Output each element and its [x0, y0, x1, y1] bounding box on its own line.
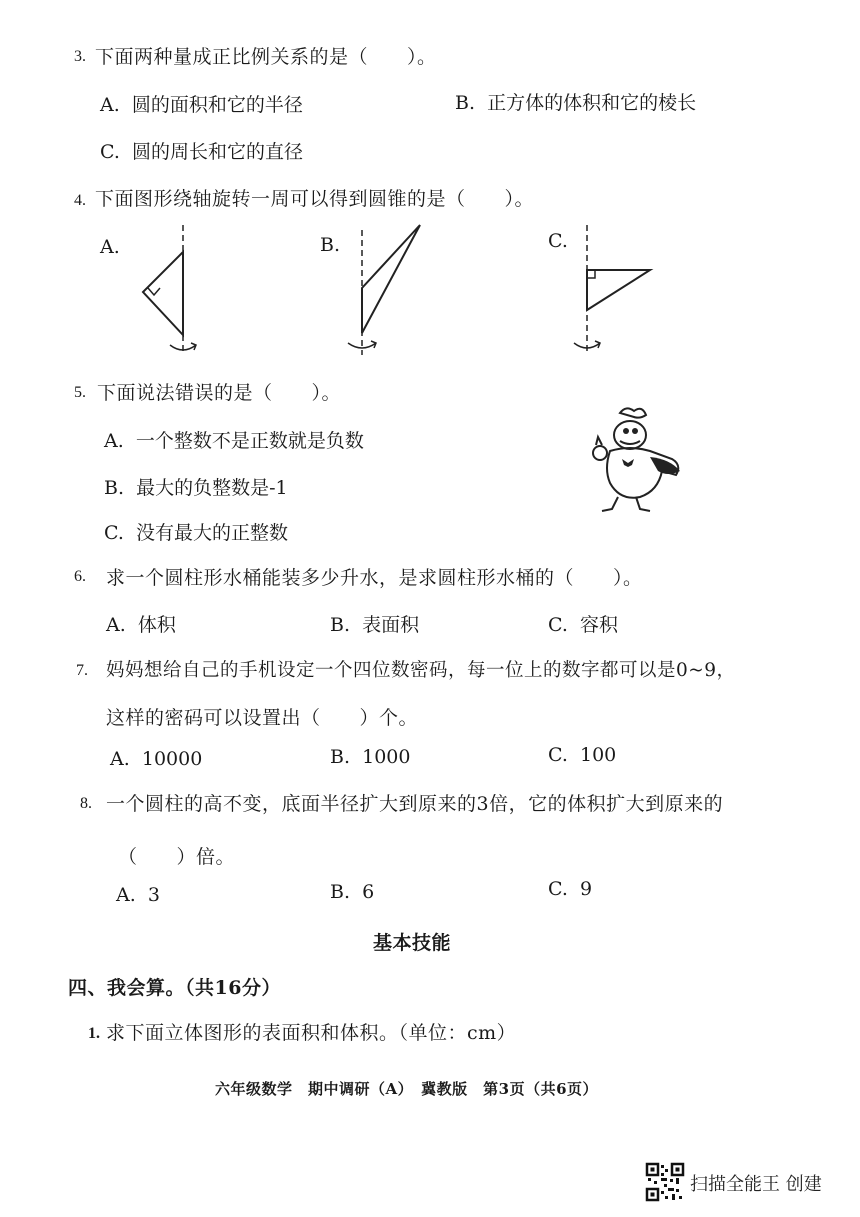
q5-stem: 下面说法错误的是（ ）。 [97, 382, 342, 404]
option-text: 正方体的体积和它的棱长 [487, 92, 697, 114]
q3-option-b [455, 88, 696, 115]
option-letter: C. [548, 614, 568, 636]
part4-heading: 四、我会算。（共16分） [68, 977, 281, 999]
option-text: 圆的周长和它的直径 [132, 141, 304, 163]
scanner-watermark: 扫描全能王 创建 [690, 1174, 822, 1195]
q6-option-a [106, 610, 176, 637]
q4-figure-c [570, 225, 670, 365]
option-letter: C. [100, 141, 120, 163]
q5-option-b [104, 473, 288, 500]
option-letter: B. [330, 746, 351, 768]
q7-number: 7. [76, 662, 88, 679]
option-text: 6 [362, 881, 375, 903]
q4-figure-a [130, 225, 210, 365]
q3-number: 3. [74, 48, 86, 65]
q8-stem-line2: （ ）倍。 [118, 846, 236, 868]
q6-stem: 求一个圆柱形水桶能装多少升水，是求圆柱形水桶的（ ）。 [106, 567, 643, 589]
q4-option-a-letter: A. [100, 236, 120, 258]
option-text: 容积 [580, 614, 619, 636]
option-letter: A. [106, 614, 126, 636]
q4-number: 4. [74, 192, 86, 209]
q6-option-b [330, 610, 419, 637]
q3-option-c [100, 137, 303, 164]
option-text: 100 [580, 744, 617, 766]
q7-stem-line2: 这样的密码可以设置出（ ）个。 [106, 707, 419, 729]
option-text: 9 [580, 878, 593, 900]
qr-code-icon [646, 1163, 684, 1201]
option-letter: A. [116, 884, 136, 906]
part4-q1-text: 求下面立体图形的表面积和体积。（单位：cm） [106, 1022, 517, 1044]
q8-option-a [116, 884, 160, 906]
part4-q1-number: 1. [88, 1025, 100, 1042]
option-letter: C. [548, 878, 568, 900]
section-title: 基本技能 [373, 932, 452, 954]
q4-option-c-letter: C. [548, 230, 568, 252]
option-text: 圆的面积和它的半径 [131, 94, 303, 116]
option-text: 3 [147, 884, 160, 906]
page-footer: 六年级数学 期中调研（A） 冀教版 第3页（共6页） [215, 1080, 599, 1098]
q8-stem-line1: 一个圆柱的高不变，底面半径扩大到原来的3倍，它的体积扩大到原来的 [106, 793, 724, 815]
rooster-illustration [580, 405, 690, 515]
option-text: 一个整数不是正数就是负数 [135, 430, 364, 452]
q8-option-b [330, 881, 374, 903]
q4-option-b-letter: B. [320, 234, 341, 256]
option-letter: C. [104, 522, 124, 544]
q4-figure-b [340, 225, 430, 365]
option-text: 1000 [362, 746, 411, 768]
q7-stem-line1: 妈妈想给自己的手机设定一个四位数密码，每一位上的数字都可以是0~9， [106, 660, 736, 681]
q7-option-c [548, 744, 616, 766]
q5-number: 5. [74, 384, 86, 401]
q8-number: 8. [80, 795, 92, 812]
option-letter: B. [330, 614, 351, 636]
option-letter: A. [110, 748, 130, 770]
q7-option-b [330, 746, 410, 768]
q5-option-c [104, 518, 288, 545]
q6-option-c [548, 610, 618, 637]
option-letter: B. [104, 477, 125, 499]
option-text: 没有最大的正整数 [136, 522, 289, 544]
option-letter: B. [330, 881, 351, 903]
q3-option-a [100, 90, 303, 117]
option-text: 10000 [141, 748, 203, 770]
option-letter: B. [455, 92, 476, 114]
option-text: 最大的负整数是-1 [136, 477, 288, 499]
q8-option-c [548, 878, 592, 900]
q6-number: 6. [74, 568, 86, 585]
q4-stem: 下面图形绕轴旋转一周可以得到圆锥的是（ ）。 [95, 188, 535, 210]
option-text: 表面积 [362, 614, 420, 636]
q3-stem: 下面两种量成正比例关系的是（ ）。 [95, 46, 437, 68]
option-letter: A. [100, 94, 120, 116]
option-letter: C. [548, 744, 568, 766]
option-text: 体积 [137, 614, 176, 636]
q7-option-a [110, 748, 202, 770]
option-letter: A. [104, 430, 124, 452]
q5-option-a [104, 426, 364, 453]
